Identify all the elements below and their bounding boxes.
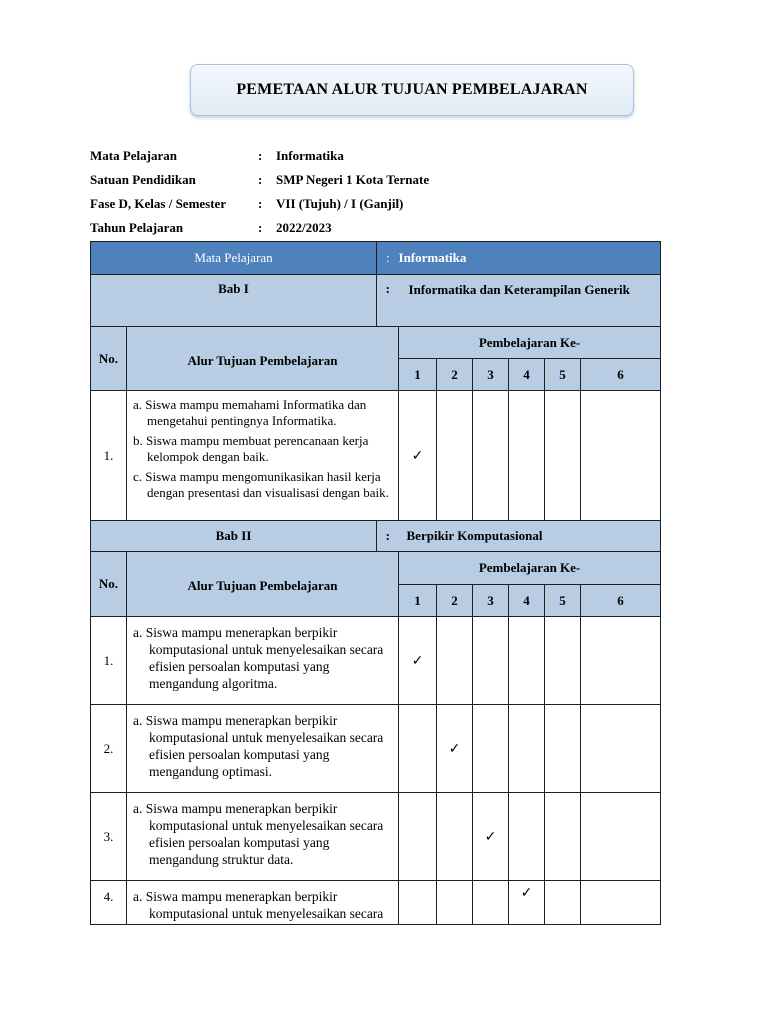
check-cell [509,793,545,881]
check-cell [545,391,581,521]
row-number: 1. [91,391,127,521]
meeting-number: 4 [509,585,545,617]
info-label: Fase D, Kelas / Semester [90,196,227,211]
check-cell [581,391,661,521]
check-cell [399,617,437,705]
chapter-header-row [91,275,661,327]
info-colon: : [258,172,263,187]
objective-item: a. Siswa mampu menerapkan berpikir komputasional untuk menyelesaikan secara efisien persoalan komputasi yang mengandung optimasi. [133,713,384,779]
meeting-number: 3 [473,585,509,617]
checkmark-icon: ✓ [448,740,461,757]
column-header-row [91,327,661,359]
info-colon: : [258,196,263,211]
table-row [91,881,661,925]
chapter-title: Informatika dan Keterampilan Generik [399,275,661,327]
check-cell [473,617,509,705]
meeting-number: 6 [581,585,661,617]
table-row [91,391,661,521]
info-value: VII (Tujuh) / I (Ganjil) [276,196,404,211]
info-row-school [90,168,429,192]
check-cell [399,881,437,925]
document-title: PEMETAAN ALUR TUJUAN PEMBELAJARAN [190,64,634,116]
objective-item: c. Siswa mampu mengomunikasikan hasil kerja dengan presentasi dan visualisasi dengan baik. [133,469,389,500]
objective-item: a. Siswa mampu memahami Informatika dan mengetahui pentingnya Informatika. [133,397,367,428]
meeting-number: 4 [509,359,545,391]
chapter-title: Berpikir Komputasional [399,521,661,552]
chapter-colon: : [377,275,399,327]
column-pembelajaran: Pembelajaran Ke- [399,552,661,585]
column-header-row [91,552,661,585]
info-label: Tahun Pelajaran [90,220,184,235]
check-cell [509,391,545,521]
objective-list [127,793,399,881]
table-row [91,705,661,793]
info-row-year [90,216,429,240]
learning-path-table [90,241,661,925]
checkmark-icon: ✓ [411,652,424,669]
check-cell [473,391,509,521]
info-value: Informatika [276,148,344,163]
check-cell [545,793,581,881]
table-row [91,793,661,881]
info-colon: : [258,148,263,163]
chapter-colon: : [377,521,399,552]
info-value: 2022/2023 [276,220,332,235]
check-cell [437,705,473,793]
info-row-subject [90,144,429,168]
subject-value: Informatika [399,242,661,275]
check-cell [399,391,437,521]
meeting-number: 2 [437,359,473,391]
check-cell [437,793,473,881]
check-cell [581,617,661,705]
info-label: Satuan Pendidikan [90,172,196,187]
info-row-phase [90,192,429,216]
column-no: No. [91,552,127,617]
meeting-number: 3 [473,359,509,391]
info-block [90,144,429,240]
row-number: 1. [91,617,127,705]
check-cell [509,881,545,925]
check-cell [581,705,661,793]
check-cell [545,705,581,793]
chapter-header-row [91,521,661,552]
check-cell [581,881,661,925]
check-cell [473,881,509,925]
meeting-number: 5 [545,585,581,617]
check-cell [581,793,661,881]
info-value: SMP Negeri 1 Kota Ternate [276,172,430,187]
chapter-label: Bab I [91,275,377,327]
check-cell [509,705,545,793]
chapter-label: Bab II [91,521,377,552]
check-cell [437,391,473,521]
check-cell [437,617,473,705]
checkmark-icon: ✓ [484,828,497,845]
check-cell [399,793,437,881]
subject-colon: : [377,242,399,275]
objective-item: b. Siswa mampu membuat perencanaan kerja kelompok dengan baik. [133,433,369,464]
row-number: 2. [91,705,127,793]
meeting-number: 1 [399,359,437,391]
objective-item: a. Siswa mampu menerapkan berpikir komputasional untuk menyelesaikan secara efisien persoalan komputasi yang mengandung struktur data. [133,801,384,867]
objective-item: a. Siswa mampu menerapkan berpikir komputasional untuk menyelesaikan secara [133,889,384,921]
column-alur: Alur Tujuan Pembelajaran [127,327,399,391]
objective-list [127,881,399,925]
meeting-number: 1 [399,585,437,617]
objective-list [127,705,399,793]
table-row [91,617,661,705]
info-colon: : [258,220,263,235]
check-cell [473,793,509,881]
meeting-number: 5 [545,359,581,391]
info-label: Mata Pelajaran [90,148,178,163]
meeting-number: 6 [581,359,661,391]
row-number: 3. [91,793,127,881]
check-cell [545,617,581,705]
checkmark-icon: ✓ [411,447,424,464]
check-cell [545,881,581,925]
check-cell [399,705,437,793]
objective-list [127,617,399,705]
column-alur: Alur Tujuan Pembelajaran [127,552,399,617]
objective-list [127,391,399,521]
subject-header-row [91,242,661,275]
row-number: 4. [91,881,127,925]
subject-label: Mata Pelajaran [91,242,377,275]
check-cell [437,881,473,925]
check-cell [473,705,509,793]
meeting-number: 2 [437,585,473,617]
checkmark-icon: ✓ [520,885,533,901]
column-no: No. [91,327,127,391]
column-pembelajaran: Pembelajaran Ke- [399,327,661,359]
check-cell [509,617,545,705]
objective-item: a. Siswa mampu menerapkan berpikir komputasional untuk menyelesaikan secara efisien persoalan komputasi yang mengandung algoritma. [133,625,384,691]
